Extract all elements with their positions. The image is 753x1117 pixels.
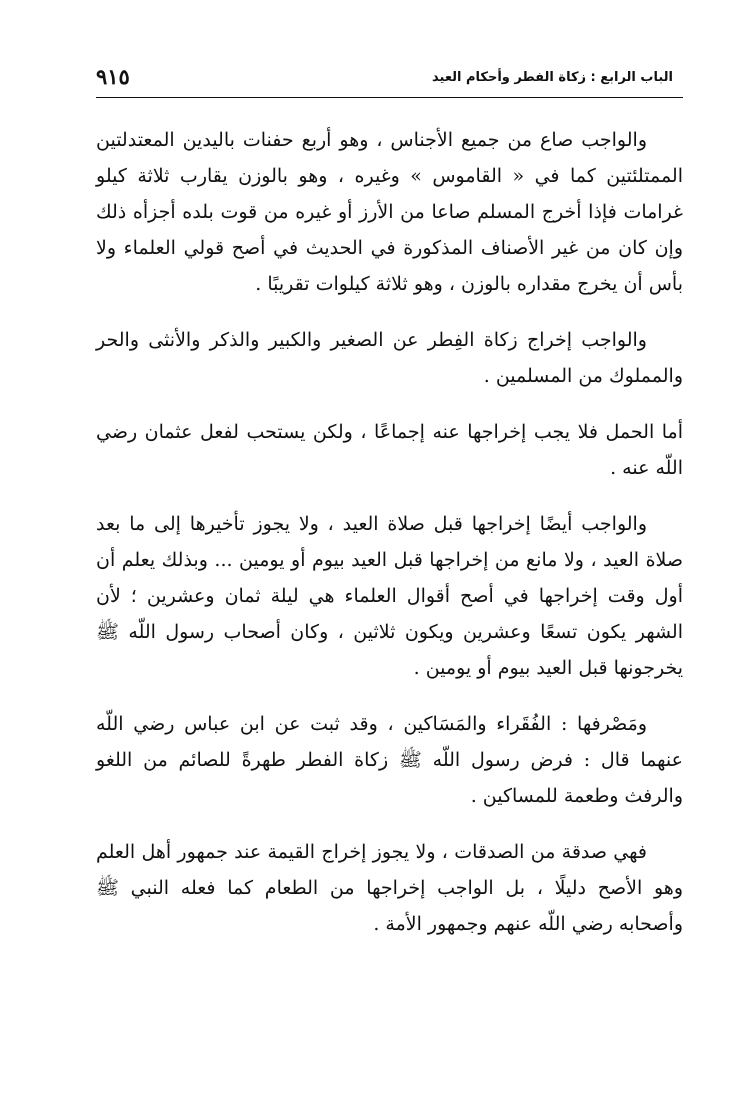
page-number: ٩١٥	[96, 64, 130, 89]
running-title: الباب الرابع : زكاة الفطر وأحكام العيد	[432, 70, 673, 85]
running-header	[96, 64, 673, 94]
header-rule	[96, 97, 683, 98]
paragraph-sa-amount: والواجب صاع من جميع الأجناس ، وهو أربع حفنات باليدين المعتدلتين الممتلئتين كما في « القاموس » وغيره ، وهو بالوزن يقارب ثلاثة كيلو غرامات فإذا أخرج المسلم صاعا من الأرز أو غيره من قوت بلده أجزأه ذلك وإن كان من غير الأصناف المذكورة في الحديث في أصح قولي العلماء ولا بأس أن يخرج مقداره بالوزن ، وهو ثلاثة كيلوات تقريبًا .	[96, 129, 683, 295]
paragraph-unborn: أما الحمل فلا يجب إخراجها عنه إجماعًا ، ولكن يستحب لفعل عثمان رضي اللّه عنه .	[96, 421, 683, 479]
paragraph-value: فهي صدقة من الصدقات ، ولا يجوز إخراج القيمة عند جمهور أهل العلم وهو الأصح دليلًا ، بل الواجب إخراجها من الطعام كما فعله النبي ﷺ وأصحابه رضي اللّه عنهم وجمهور الأمة .	[96, 841, 683, 935]
paragraph-who-pays: والواجب إخراج زكاة الفِطر عن الصغير والكبير والذكر والأنثى والحر والمملوك من المسلمين .	[96, 329, 683, 387]
paragraph-timing: والواجب أيضًا إخراجها قبل صلاة العيد ، ولا يجوز تأخيرها إلى ما بعد صلاة العيد ، ولا مانع من إخراجها قبل العيد بيوم أو يومين ... وبذلك يعلم أن أول وقت إخراجها في أصح أقوال العلماء هي ليلة ثمان وعشرين ؛ لأن الشهر يكون تسعًا وعشرين ويكون ثلاثين ، وكان أصحاب رسول اللّه ﷺ يخرجونها قبل العيد بيوم أو يومين .	[96, 513, 683, 679]
paragraph-recipients: ومَصْرفها : الفُقَراء والمَسَاكين ، وقد ثبت عن ابن عباس رضي اللّه عنهما قال : فرض رسول اللّه ﷺ زكاة الفطر طهرةً للصائم من اللغو والرفث وطعمة للمساكين .	[96, 713, 683, 807]
page-body	[96, 122, 683, 942]
